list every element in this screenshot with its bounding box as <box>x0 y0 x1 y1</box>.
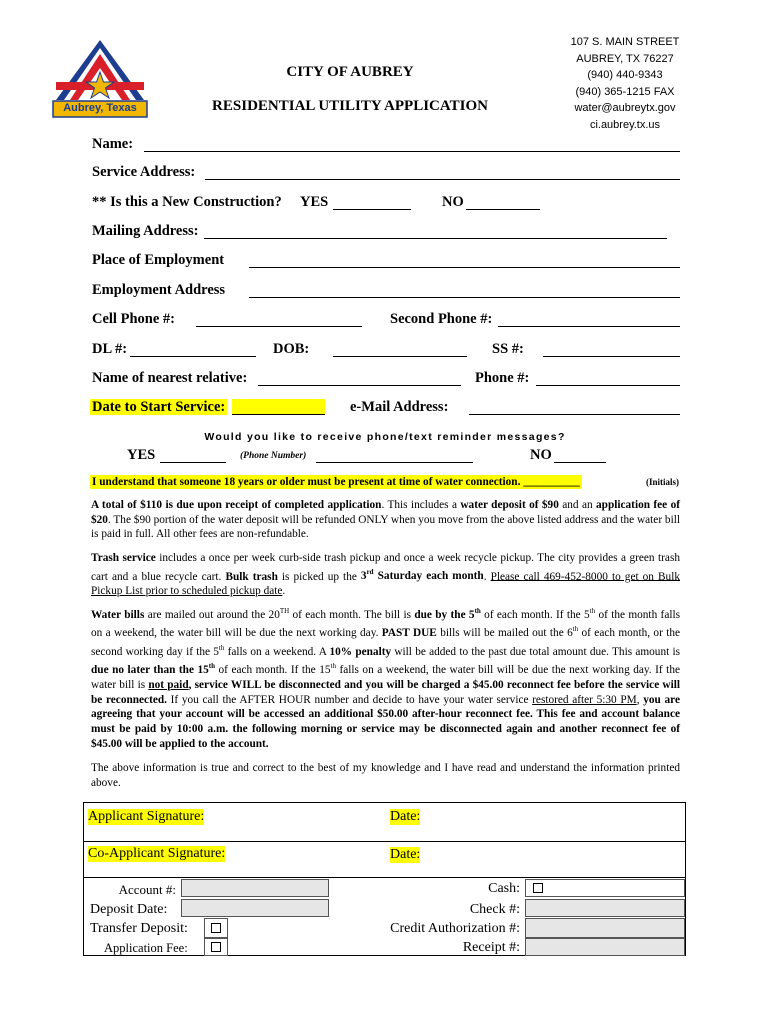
check-label: Check #: <box>469 902 520 917</box>
certification-paragraph: The above information is true and correct to the best of my knowledge and I have read and understand the information printed above. <box>91 762 680 789</box>
dl-field[interactable] <box>130 344 256 357</box>
past-due: PAST DUE <box>381 627 437 640</box>
saturday-text: Saturday each month <box>373 570 484 583</box>
water-bill-paragraph <box>91 604 680 751</box>
new-construction-no-label: NO <box>442 194 464 210</box>
bill-text: of each month, or the second working day if the 5 <box>91 627 680 658</box>
bulk-trash: Bulk trash <box>225 570 278 583</box>
dob-field[interactable] <box>333 344 467 357</box>
application-fee: application fee of $20 <box>91 499 681 526</box>
city-logo <box>52 38 148 120</box>
trash-service: Trash service <box>91 552 156 564</box>
credit-auth-field[interactable] <box>525 918 685 938</box>
transfer-deposit-label: Transfer Deposit: <box>90 921 188 936</box>
ordinal-suffix: TH <box>279 607 290 615</box>
mailing-address-label: Mailing Address: <box>92 223 199 239</box>
second-phone-field[interactable] <box>498 314 680 327</box>
water-deposit: water deposit of $90 <box>460 499 559 511</box>
signature-box <box>83 802 686 956</box>
ordinal-suffix: th <box>474 607 481 615</box>
transfer-deposit-cell <box>204 918 228 938</box>
dl-label: DL #: <box>92 341 128 357</box>
bill-text: of each month. The bill is <box>289 608 415 621</box>
contact-line: 107 S. MAIN STREET <box>570 36 680 48</box>
contact-line: (940) 440-9343 <box>587 69 663 82</box>
name-field[interactable] <box>144 139 680 152</box>
ordinal-suffix: th <box>572 625 579 634</box>
receipt-label: Receipt #: <box>462 940 520 955</box>
service-address-field[interactable] <box>205 167 680 180</box>
after-hour-fee: you are agreeing that your account will be accessed an additional $50.00 after-hour reconnect fee. This fee and account balance must be paid by 10:00 a.m. the following morning or service may be disconnected again and another reconnect fee of $45.00 will be applied to the account. <box>91 693 680 750</box>
application-fee-cell <box>204 938 228 956</box>
account-field[interactable] <box>181 879 329 897</box>
mailing-address-field[interactable] <box>204 226 667 239</box>
bill-text: falls on a weekend. A <box>224 645 330 658</box>
new-construction-no-field[interactable] <box>466 197 540 210</box>
trash-text: . <box>282 585 286 598</box>
employment-address-field[interactable] <box>249 285 680 298</box>
applicant-signature-field[interactable] <box>219 805 379 835</box>
nearest-relative-label: Name of nearest relative: <box>92 370 248 386</box>
due-text: due by the 5 <box>414 608 475 621</box>
cell-phone-label: Cell Phone #: <box>92 311 175 327</box>
disconnect-text: , service WILL be disconnected and you will be charged a $45.00 reconnect fee before the service will be reconnected. <box>91 678 680 706</box>
email-field[interactable] <box>469 402 680 415</box>
fee-text: . The $90 portion of the water deposit will be refunded ONLY when you move from the above listed address and the water bill is paid in full. All other fees are non-refundable. <box>91 513 680 541</box>
bill-text: falls on a weekend, the water bill will be due the next working day. If the water bill is <box>91 664 680 691</box>
employment-address-label: Employment Address <box>92 282 226 298</box>
third-number: 3 <box>360 570 367 583</box>
reminder-yes-label: YES <box>127 447 156 463</box>
ordinal-suffix: th <box>208 662 216 671</box>
cash-label: Cash: <box>488 881 520 896</box>
age-notice <box>90 475 582 489</box>
start-service-label: Date to Start Service: <box>92 399 226 415</box>
ss-label: SS #: <box>492 341 524 357</box>
initials-field[interactable]: __________ <box>523 476 580 488</box>
check-field[interactable] <box>525 899 685 917</box>
account-label: Account #: <box>118 882 176 897</box>
start-service-field[interactable] <box>232 399 325 415</box>
reminder-no-field[interactable] <box>554 450 606 463</box>
water-bills: Water bills <box>91 608 145 621</box>
nearest-relative-field[interactable] <box>258 373 461 386</box>
due-date <box>414 609 480 621</box>
contact-line: water@aubreytx.gov <box>574 102 676 115</box>
bill-text: bills will be mailed out the 6 <box>436 627 573 640</box>
page-subtitle: RESIDENTIAL UTILITY APPLICATION <box>212 98 488 114</box>
reminder-yes-field[interactable] <box>160 450 226 463</box>
transfer-deposit-checkbox[interactable] <box>211 923 221 933</box>
bill-text: If you call the AFTER HOUR number and decide to have your water service <box>166 693 533 706</box>
new-construction-label: ** Is this a New Construction? <box>92 194 282 210</box>
place-of-employment-field[interactable] <box>249 255 680 268</box>
fee-text: . This includes a <box>381 499 461 511</box>
contact-block <box>540 34 710 134</box>
contact-line: ci.aubrey.tx.us <box>589 118 661 131</box>
contact-line: (940) 365-1215 FAX <box>575 85 675 98</box>
not-paid: not paid <box>148 678 189 691</box>
logo-text: Aubrey, Texas <box>63 102 137 114</box>
applicant-date-label: Date: <box>390 809 421 824</box>
page-title: CITY OF AUBREY <box>286 64 414 80</box>
ss-field[interactable] <box>543 344 680 357</box>
applicant-signature-label: Applicant Signature: <box>88 809 205 824</box>
fee-paragraph <box>91 498 680 542</box>
credit-auth-label: Credit Authorization #: <box>390 921 520 936</box>
application-fee-checkbox[interactable] <box>211 942 221 952</box>
co-applicant-signature-label: Co-Applicant Signature: <box>88 846 226 861</box>
signature-divider <box>84 841 685 842</box>
deposit-date-field[interactable] <box>181 899 329 917</box>
bill-text: of the month falls on a weekend, the water bill will be due the next working day. <box>91 608 681 640</box>
bill-text: , <box>636 693 644 706</box>
cash-cell <box>525 879 685 897</box>
cell-phone-field[interactable] <box>196 314 362 327</box>
deposit-date-label: Deposit Date: <box>90 902 168 917</box>
application-fee-label: Application Fee: <box>104 941 188 955</box>
relative-phone-label: Phone #: <box>475 370 530 386</box>
bill-text: will be added to the past due total amount due. This amount is <box>391 645 681 658</box>
co-applicant-date-label: Date: <box>390 847 421 862</box>
due-later-text: due no later than the 15 <box>91 664 209 677</box>
new-construction-yes-field[interactable] <box>333 197 411 210</box>
bill-text: are mailed out around the 20 <box>144 608 280 621</box>
age-notice-text: I understand that someone 18 years or older must be present at time of water connection. <box>92 476 521 488</box>
ordinal-suffix: th <box>589 607 596 615</box>
ordinal-suffix: th <box>218 643 225 652</box>
fee-text: and an <box>558 499 597 511</box>
co-applicant-date-field[interactable] <box>429 843 679 873</box>
trash-text: is picked up the <box>277 570 361 583</box>
new-construction-yes-label: YES <box>300 194 329 210</box>
bulk-pickup-call: Please call 469-452-8000 to get on Bulk Pickup List prior to scheduled pickup date <box>91 570 680 598</box>
trash-paragraph <box>91 551 680 599</box>
trash-text: . <box>483 570 491 583</box>
bill-text: of each month. If the 5 <box>480 608 590 621</box>
trash-text: includes a once per week curb-side trash pickup and once a week recycle pickup. The city provides a green trash cart and a blue recycle cart. <box>91 552 680 583</box>
service-address-label: Service Address: <box>92 164 196 180</box>
fee-total: A total of $110 is due upon receipt of completed application <box>91 499 382 511</box>
due-no-later <box>91 664 215 676</box>
signature-divider <box>84 877 685 878</box>
reminder-phone-field[interactable] <box>316 450 473 463</box>
second-phone-label: Second Phone #: <box>390 311 493 327</box>
reminder-question: Would you like to receive phone/text reminder messages? <box>204 431 566 443</box>
receipt-field[interactable] <box>525 938 685 956</box>
reminder-no-label: NO <box>530 447 552 463</box>
place-of-employment-label: Place of Employment <box>92 252 225 268</box>
applicant-date-field[interactable] <box>429 805 679 835</box>
relative-phone-field[interactable] <box>536 373 680 386</box>
penalty: 10% penalty <box>329 645 392 658</box>
name-label: Name: <box>92 136 134 152</box>
dob-label: DOB: <box>273 341 310 357</box>
third-saturday <box>361 570 484 582</box>
ordinal-suffix: th <box>330 662 336 671</box>
bill-text: of each month. If the 15 <box>215 664 331 677</box>
restored-after: restored after 5:30 PM <box>532 693 637 706</box>
cash-checkbox[interactable] <box>533 883 543 893</box>
contact-line: AUBREY, TX 76227 <box>576 52 674 65</box>
email-label: e-Mail Address: <box>350 399 449 415</box>
co-applicant-signature-field[interactable] <box>234 843 384 873</box>
ordinal-suffix: rd <box>366 568 374 577</box>
phone-number-label: (Phone Number) <box>240 451 307 461</box>
initials-label: (Initials) <box>646 477 680 487</box>
